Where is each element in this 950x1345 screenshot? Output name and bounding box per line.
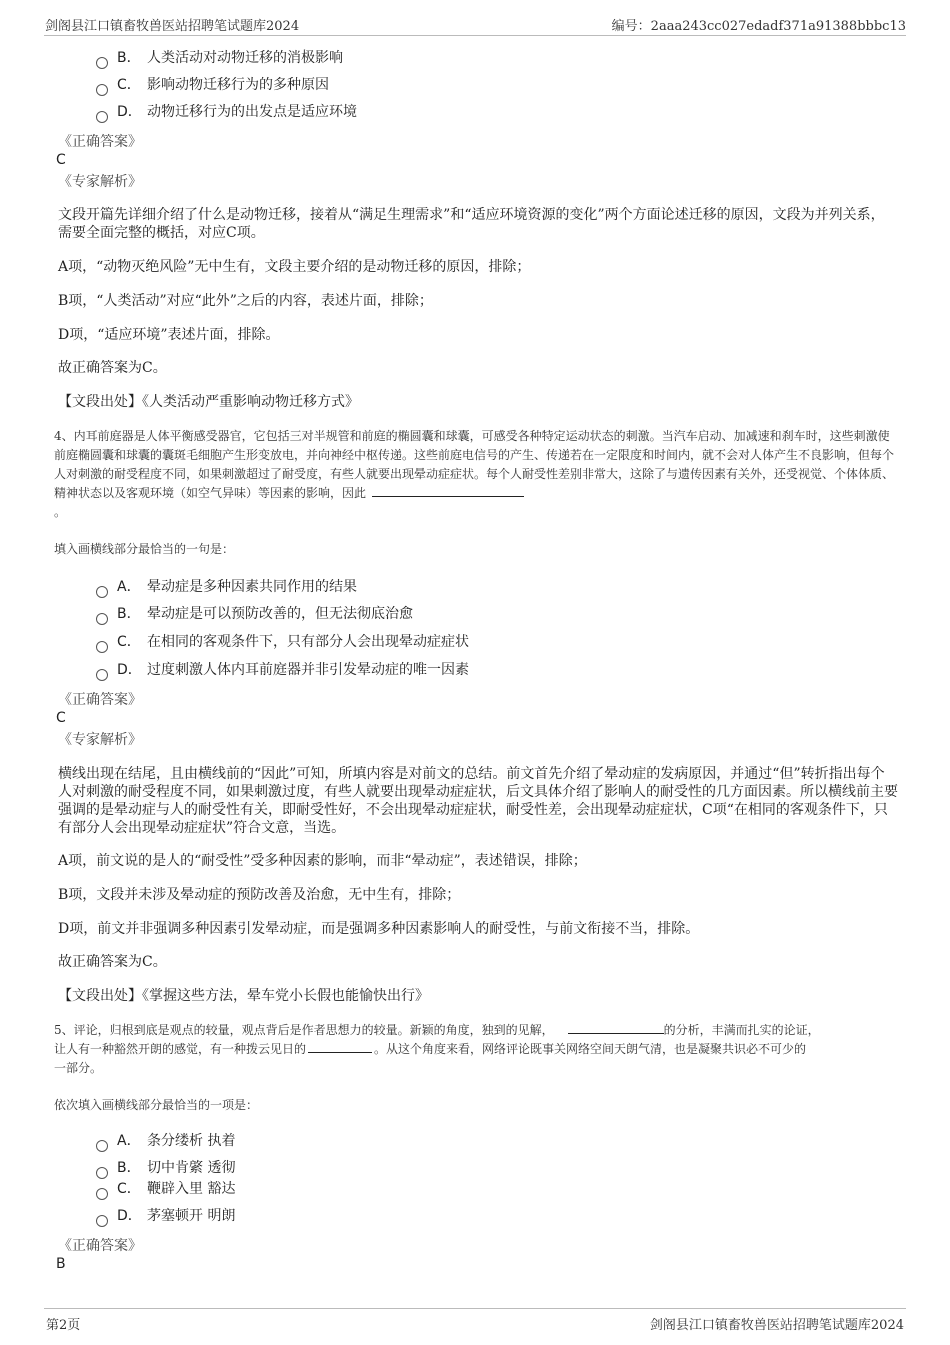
footer-divider — [44, 1308, 906, 1309]
q4-blank — [372, 484, 524, 497]
q5-option-c[interactable]: C． 鞭辟入里 豁达 — [96, 1179, 235, 1199]
q5-answer: B — [56, 1256, 66, 1272]
page-header — [0, 9, 950, 35]
q4-answer: C — [56, 710, 66, 726]
q5-blank-1 — [568, 1021, 664, 1034]
header-code: 编号：2aaa243cc027edadf371a91388bbbc13 — [611, 19, 906, 34]
radio-icon[interactable] — [96, 1215, 108, 1227]
q3-analysis-label: 《专家解析》 — [58, 174, 142, 190]
q3-source: 【文段出处】《人类活动严重影响动物迁移方式》 — [58, 394, 359, 410]
radio-icon[interactable] — [96, 586, 108, 598]
page-number: 第2页 — [46, 1318, 81, 1333]
radio-icon[interactable] — [96, 1188, 108, 1200]
header-divider — [44, 35, 906, 36]
radio-icon[interactable] — [96, 84, 108, 96]
radio-icon[interactable] — [96, 57, 108, 69]
q3-analysis-p3: B项，“人类活动”对应“此外”之后的内容，表述片面，排除； — [58, 293, 433, 309]
q4-analysis-p3: B项，文段并未涉及晕动症的预防改善及治愈，无中生有，排除； — [58, 887, 461, 903]
radio-icon[interactable] — [96, 613, 108, 625]
q4-stem: 4、内耳前庭器是人体平衡感受器官，它包括三对半规管和前庭的椭圆囊和球囊，可感受各种特定运动状态的刺激。当汽车启动、加减速和刹车时，这些刺激使前庭椭圆囊和球囊的囊斑毛细胞产生形变放电，并向神经中枢传递。这些前庭电信号的产生、传递若在一定限度和时间内，就不会对人体产生不良影响，但每个人对刺激的耐受程度不同，如果刺激超过了耐受度，有些人就要出现晕动症症状。每个人耐受性差别非常大，这除了与遗传因素有关外，还受视觉、个体体质、精神状态以及客观环境（如空气异味）等因素的影响，因此 。 — [54, 429, 895, 519]
q5-option-d[interactable]: D． 茅塞顿开 明朗 — [96, 1206, 235, 1226]
q5-prompt: 依次填入画横线部分最恰当的一项是： — [54, 1098, 259, 1112]
q4-prompt: 填入画横线部分最恰当的一句是： — [54, 542, 235, 556]
q4-analysis-p2: A项，前文说的是人的“耐受性”受多种因素的影响，而非“晕动症”，表述错误，排除； — [58, 853, 587, 869]
radio-icon[interactable] — [96, 1140, 108, 1152]
q3-option-d[interactable]: D． 动物迁移行为的出发点是适应环境 — [96, 102, 357, 122]
q3-answer-label: 《正确答案》 — [58, 134, 142, 150]
q3-analysis-p1: 文段开篇先详细介绍了什么是动物迁移，接着从“满足生理需求”和“适应环境资源的变化”两个方面论述迁移的原因，文段为并列关系，需要全面完整的概括，对应C项。 — [58, 207, 885, 241]
q3-analysis-p4: D项，“适应环境”表述片面，排除。 — [58, 327, 280, 343]
radio-icon[interactable] — [96, 111, 108, 123]
radio-icon[interactable] — [96, 641, 108, 653]
q4-analysis-p1: 横线出现在结尾，且由横线前的“因此”可知，所填内容是对前文的总结。前文首先介绍了晕动症的发病原因，并通过“但”转折指出每个人对刺激的耐受程度不同，如果刺激过度，有些人就要出现晕动症症状，后文具体介绍了影响人的耐受性的几方面因素。所以横线前主要强调的是晕动症与人的耐受性有关，即耐受性好，不会出现晕动症症状，耐受性差，会出现晕动症症状，C项“在相同的客观条件下，只有部分人会出现晕动症症状”符合文意，当选。 — [58, 766, 898, 836]
q4-option-c[interactable]: C． 在相同的客观条件下，只有部分人会出现晕动症症状 — [96, 632, 469, 652]
footer-title: 剑阁县江口镇畜牧兽医站招聘笔试题库2024 — [649, 1318, 904, 1333]
q4-analysis-p4: D项，前文并非强调多种因素引发晕动症，而是强调多种因素影响人的耐受性，与前文衔接不当，排除。 — [58, 921, 700, 937]
q4-option-b[interactable]: B． 晕动症是可以预防改善的，但无法彻底治愈 — [96, 604, 413, 624]
q4-answer-label: 《正确答案》 — [58, 692, 142, 708]
q5-blank-2 — [308, 1040, 372, 1053]
q4-analysis-label: 《专家解析》 — [58, 732, 142, 748]
q4-source: 【文段出处】《掌握这些方法，晕车党小长假也能愉快出行》 — [58, 988, 429, 1004]
q5-answer-label: 《正确答案》 — [58, 1238, 142, 1254]
q5-option-a[interactable]: A． 条分缕析 执着 — [96, 1131, 235, 1151]
q3-answer: C — [56, 152, 66, 168]
q4-analysis-p5: 故正确答案为C。 — [58, 954, 167, 970]
q4-option-a[interactable]: A． 晕动症是多种因素共同作用的结果 — [96, 577, 357, 597]
q3-option-c[interactable]: C． 影响动物迁移行为的多种原因 — [96, 75, 329, 95]
header-title: 剑阁县江口镇畜牧兽医站招聘笔试题库2024 — [45, 19, 300, 34]
radio-icon[interactable] — [96, 669, 108, 681]
q5-option-b[interactable]: B． 切中肯綮 透彻 — [96, 1158, 235, 1178]
q3-option-b[interactable]: B． 人类活动对动物迁移的消极影响 — [96, 48, 343, 68]
q5-stem: 5、评论，归根到底是观点的较量，观点背后是作者思想力的较量。新颖的角度，独到的见解， 的分析，丰满而扎实的论证， 让人有一种豁然开朗的感觉，有一种拨云见日的 。从这个角度来看，网络评论既事关网络空间天朗气清，也是凝聚共识必不可少的 一部分。 — [54, 1023, 820, 1075]
q3-analysis-p2: A项，“动物灭绝风险”无中生有，文段主要介绍的是动物迁移的原因，排除； — [58, 259, 531, 275]
q3-analysis-p5: 故正确答案为C。 — [58, 360, 167, 376]
radio-icon[interactable] — [96, 1167, 108, 1179]
q4-option-d[interactable]: D． 过度刺激人体内耳前庭器并非引发晕动症的唯一因素 — [96, 660, 469, 680]
